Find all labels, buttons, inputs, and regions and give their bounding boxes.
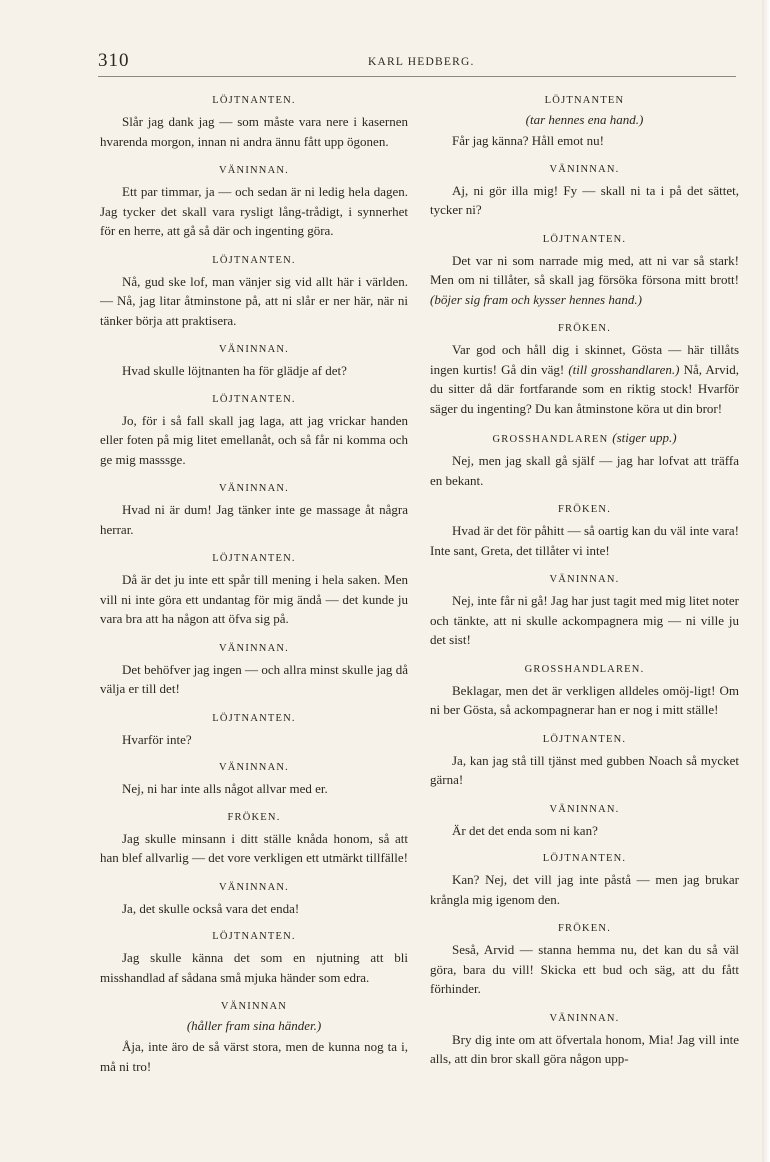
- speaker-name: LÖJTNANTEN.: [212, 931, 296, 942]
- speech: Slår jag dank jag — som måste vara nere i kasernen hvarenda morgon, innan ni andra ännu fått upp ögonen.: [100, 114, 408, 149]
- speech: Nej, inte får ni gå! Jag har just tagit med mig litet noter och tänkte, att ni skulle ackompagnera mig — ni ville ju det sist!: [430, 593, 740, 647]
- page-number: 310: [98, 50, 130, 71]
- speech: [430, 340, 739, 418]
- speech: Hvad skulle löjtnanten ha för glädje af det?: [122, 363, 347, 378]
- speech: Det behöfver jag ingen — och allra minst skulle jag då välja er till det!: [100, 661, 408, 696]
- speaker-name: LÖJTNANTEN.: [212, 254, 296, 266]
- speaker-name: VÄNINNAN.: [218, 165, 289, 176]
- speech: Ja, kan jag stå till tjänst med gubben Noach så mycket gärna!: [430, 752, 739, 787]
- speaker-name: VÄNINNAN.: [549, 163, 620, 175]
- speech: Hvad är det för påhitt — så oartig kan du väl inte vara! Inte sant, Greta, det tillåter vi inte!: [430, 523, 739, 558]
- speech: Åja, inte äro de så värst stora, men de kunna nog ta i, må ni tro!: [100, 1039, 408, 1074]
- speaker-label: GROSSHANDLAREN: [492, 434, 609, 445]
- stage-direction: (stiger upp.): [612, 430, 677, 445]
- stage-direction: (böjer sig fram och kysser hennes hand.): [430, 291, 642, 307]
- speaker-name: LÖJTNANTEN.: [212, 553, 296, 564]
- speech: Nej, ni har inte alls något allvar med er.: [122, 781, 328, 796]
- speech: Ja, det skulle också vara det enda!: [122, 900, 300, 916]
- speaker-name: VÄNINNAN.: [549, 574, 620, 585]
- speech: Jo, för i så fall skall jag laga, att jag vrickar handen eller foten på mig litet emellanåt, och så får ni komma och ge mig masssge.: [100, 412, 408, 467]
- page-header: [98, 50, 736, 78]
- page-edge: [762, 0, 770, 1162]
- speech: [430, 251, 739, 310]
- speech: Får jag känna? Håll emot nu!: [452, 133, 604, 148]
- speech: Seså, Arvid — stanna hemma nu, det kan du så väl göra, bara du vill! Skicka ett bud och säg, att du fått förhinder.: [430, 942, 739, 996]
- speech: Beklagar, men det är verkligen alldeles omöj-ligt! Om ni ber Gösta, så ackompagnerar han er nog i mitt ställe!: [430, 682, 739, 717]
- speaker-name: VÄNINNAN.: [218, 881, 289, 893]
- speaker-name: LÖJTNANTEN.: [212, 95, 296, 106]
- speaker-name: VÄNINNAN.: [218, 762, 289, 773]
- speaker-name: FRÖKEN.: [557, 323, 612, 334]
- running-head: KARL HEDBERG.: [368, 56, 475, 68]
- speaker-name: VÄNINNAN: [220, 1001, 288, 1012]
- speech: Hvad ni är dum! Jag tänker inte ge massage åt några herrar.: [100, 502, 408, 537]
- speaker-name: VÄNINNAN.: [218, 344, 289, 355]
- speaker-name: VÄNINNAN.: [549, 803, 620, 815]
- stage-direction: (tar hennes ena hand.): [525, 112, 644, 127]
- speaker-name: FRÖKEN.: [557, 504, 612, 515]
- speaker-name: FRÖKEN.: [557, 923, 612, 934]
- speech: Nå, gud ske lof, man vänjer sig vid allt här i världen. — Nå, jag litar åtminstone på, att ni slår er ner här, när ni tänker börja att praktisera.: [100, 273, 408, 328]
- speaker-name: FRÖKEN.: [227, 811, 281, 823]
- speech: Då är det ju inte ett spår till mening i hela saken. Men vill ni inte göra ett undantag för mig ändå — det kunde ju vara bra att ha någon att öfva sig på.: [100, 572, 408, 626]
- speaker-name: VÄNINNAN.: [549, 1012, 620, 1024]
- speaker-name: VÄNINNAN.: [218, 483, 289, 494]
- stage-direction: (till grosshandlaren.): [568, 361, 680, 377]
- speech-text: Nå, Arvid, du sitter då där fortfarande som en riktig stock! Hvarför säger du ingenting? Du kan åtminstone köra ut din bror!: [430, 361, 739, 416]
- speech: Hvarför inte?: [122, 731, 192, 747]
- header-rule: [98, 76, 736, 77]
- speech: Är det det enda som ni kan?: [452, 822, 598, 838]
- speaker-name: [430, 430, 739, 447]
- speech: Ett par timmar, ja — och sedan är ni ledig hela dagen. Jag tycker det skall vara rysligt lång-trådigt, i synnerhet för en herre, att gå så där och ingenting göra.: [100, 184, 408, 238]
- speech: Bry dig inte om att öfvertala honom, Mia! Jag vill inte alls, att din bror skall göra någon upp-: [430, 1031, 739, 1066]
- right-column: [430, 93, 739, 1081]
- speech: Jag skulle minsann i ditt ställe knåda honom, så att han blef allvarlig — det vore verkligen ett utmärkt tillfälle!: [100, 830, 408, 865]
- speaker-name: LÖJTNANTEN.: [542, 853, 627, 864]
- speaker-name: LÖJTNANTEN: [544, 95, 625, 106]
- speech: Nej, men jag skall gå själf — jag har lofvat att träffa en bekant.: [430, 453, 739, 488]
- speaker-name: LÖJTNANTEN.: [212, 393, 296, 405]
- speech-text: Det var ni som narrade mig med, att ni var så stark! Men om ni tillåter, så skall jag försöka försona mitt brott!: [430, 252, 739, 287]
- speech: Jag skulle känna det som en njutning att bli misshandlad af sådana små mjuka händer som edra.: [100, 950, 408, 985]
- speaker-name: LÖJTNANTEN.: [542, 733, 627, 745]
- speaker-name: LÖJTNANTEN.: [212, 712, 296, 724]
- speech-text: Var god och håll dig i skinnet, Gösta — här tillåts ingen kurtis! Gå din väg!: [430, 342, 739, 377]
- stage-direction: (håller fram sina händer.): [186, 1018, 322, 1033]
- speech: Kan? Nej, det vill jag inte påstå — men jag brukar krångla mig igenom den.: [430, 872, 739, 907]
- speaker-name: LÖJTNANTEN.: [542, 233, 627, 245]
- left-column: [100, 93, 408, 1088]
- speaker-name: GROSSHANDLAREN.: [524, 663, 645, 675]
- speech: Aj, ni gör illa mig! Fy — skall ni ta i på det sättet, tycker ni?: [430, 182, 739, 217]
- speaker-name: VÄNINNAN.: [218, 642, 289, 654]
